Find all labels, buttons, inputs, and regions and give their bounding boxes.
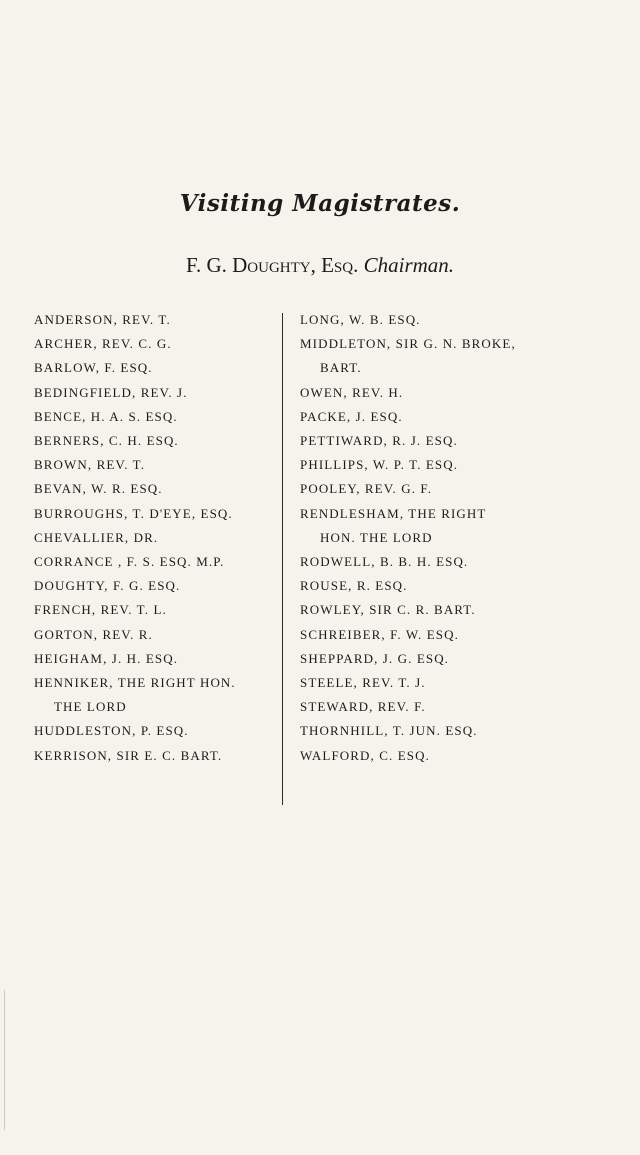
magistrate-entry: CORRANCE , F. S. ESQ. M.P. [34,554,225,570]
chairman-role: Chairman. [363,253,455,277]
magistrate-entry: SCHREIBER, F. W. ESQ. [300,626,459,642]
magistrate-entry: BEVAN, W. R. ESQ. [34,481,163,497]
magistrate-entry: THE LORD [54,699,127,715]
column-divider [282,313,283,805]
magistrate-entry: SHEPPARD, J. G. ESQ. [300,650,450,666]
magistrate-entry: LONG, W. B. ESQ. [300,312,421,327]
magistrate-entry: MIDDLETON, SIR G. N. BROKE, [300,336,516,352]
magistrate-entry: WALFORD, C. ESQ. [300,747,430,763]
magistrate-entry: HENNIKER, THE RIGHT HON. [34,675,236,691]
magistrate-entry: HON. THE LORD [320,529,433,545]
magistrate-entry: RENDLESHAM, THE RIGHT [300,505,487,521]
magistrate-entry: CHEVALLIER, DR. [34,529,159,545]
magistrate-entry: ROWLEY, SIR C. R. BART. [300,602,476,618]
magistrate-entry: DOUGHTY, F. G. ESQ. [34,578,181,594]
magistrate-entry: BEDINGFIELD, REV. J. [34,384,188,400]
magistrate-entry: BROWN, REV. T. [34,457,146,473]
magistrate-entry: BART. [320,360,362,376]
magistrate-entry: PHILLIPS, W. P. T. ESQ. [300,457,459,473]
magistrate-entry: HUDDLESTON, P. ESQ. [34,723,189,739]
magistrate-entry: POOLEY, REV. G. F. [300,481,433,497]
magistrate-entry: PACKE, J. ESQ. [300,408,403,424]
magistrate-entry: PETTIWARD, R. J. ESQ. [300,433,458,449]
magistrate-entry: STEWARD, REV. F. [300,699,426,715]
page-edge-mark [4,990,5,1130]
magistrate-entry: GORTON, REV. R. [34,626,153,642]
chairman-line [0,253,640,278]
magistrates-left-column [34,308,274,768]
chairman-name: F. G. Doughty, Esq. [185,253,359,277]
magistrate-entry: HEIGHAM, J. H. ESQ. [34,650,179,666]
page-heading: Visiting Magistrates. [179,190,461,217]
magistrate-entry: BARLOW, F. ESQ. [34,360,153,376]
magistrate-entry: STEELE, REV. T. J. [300,675,426,691]
magistrate-entry: ANDERSON, REV. T. [34,312,171,327]
magistrate-entry: ROUSE, R. ESQ. [300,578,408,594]
magistrate-entry: FRENCH, REV. T. L. [34,602,167,618]
magistrate-entry: KERRISON, SIR E. C. BART. [34,747,223,763]
magistrate-entry: BERNERS, C. H. ESQ. [34,433,179,449]
magistrate-entry: THORNHILL, T. JUN. ESQ. [300,723,478,739]
magistrate-entry: BENCE, H. A. S. ESQ. [34,408,178,424]
magistrate-entry: ARCHER, REV. C. G. [34,336,172,352]
magistrate-entry: RODWELL, B. B. H. ESQ. [300,554,469,570]
magistrate-entry: OWEN, REV. H. [300,384,404,400]
magistrate-entry: BURROUGHS, T. D'EYE, ESQ. [34,505,233,521]
magistrates-right-column [300,308,600,768]
